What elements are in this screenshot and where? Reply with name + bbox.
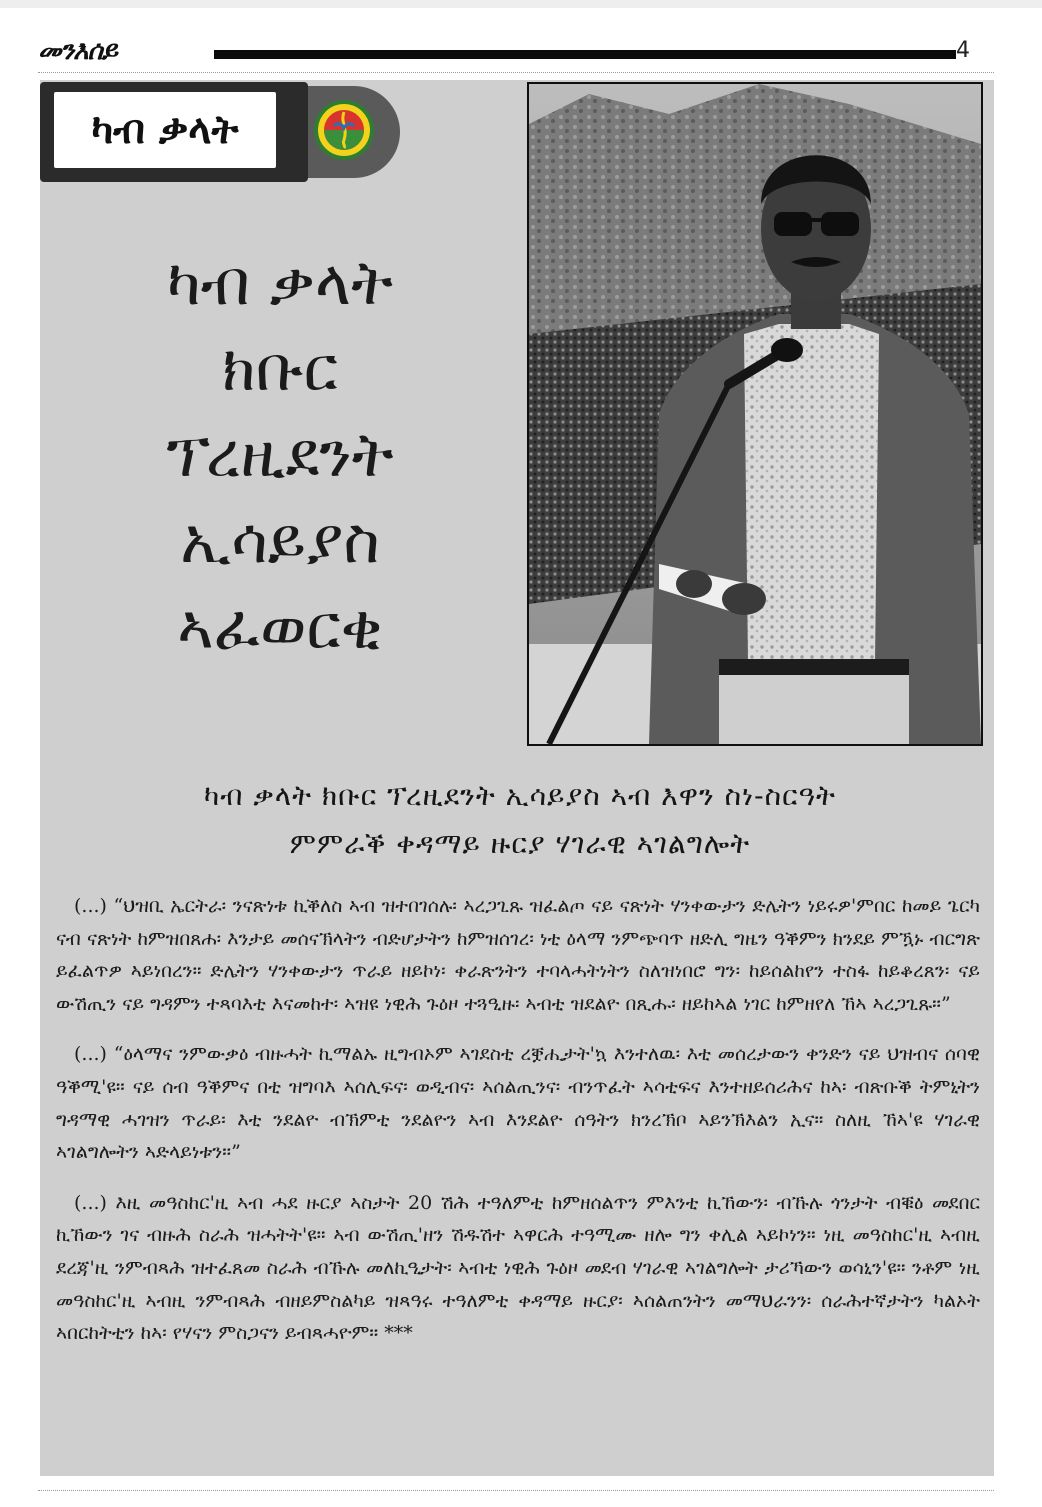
president-photo [527, 82, 983, 746]
top-dotted-divider [38, 72, 994, 73]
headline [60, 240, 500, 670]
body-paragraph: (...) “ህዝቢ ኤርትራ፡ ንናጽነቱ ኪቕለስ ኣብ ዝተበገሰሉ፡ ኣረጋጊጹ ዝፈልጦ ናይ ናጽነት ሃንቀውታን ድሌትን ነይሩዎ'ምበር ከመይ ጌርካ ናብ ናጽነት ከምዝበጸሐ፡ እንታይ መሰናኽላትን ብድሆታትን ከምዝሰገረ፡ ነቲ ዕላማ ንምጭባጥ ዘድሊ ግዜን ዓቕምን ክንደይ ምዃኑ ብርግጽ ይፈልጥዎ ኣይነበረን። ድሌትን ሃንቀውታን ጥራይ ዘይኮነ፡ ቀራጽንትን ተባላሓትነትን ስለዝነበሮ ግን፡ ከይሰልከየን ተስፋ ከይቆረጸን፡ ናይ ውሽጢን ናይ ግዳምን ተጻባእቲ እናመከተ፡ ኣዝዩ ነዊሕ ጉዕዞ ተጓዒዙ፡ ኣብቲ ዝደልዮ በጺሑ፡ ዘይከኣል ነገር ከምዘየለ ኸኣ ኣረጋጊጹ።” [56, 895, 980, 1015]
top-strip [0, 0, 1042, 8]
headline-line: ካብ ቃላት [167, 246, 393, 319]
article-body [56, 890, 980, 1368]
headline-line: ኢሳይያስ [180, 504, 380, 577]
president-photo-illustration [529, 84, 981, 744]
headline-line: ኣፈወርቂ [177, 590, 383, 663]
section-tab-label: ካብ ቃላት [54, 92, 276, 168]
headline-line: ፕረዚደንት [166, 418, 394, 491]
emblem-logo-icon [314, 100, 374, 160]
masthead-rule [214, 50, 956, 59]
subheadline-line: ካብ ቃላት ክቡር ፕረዚደንት ኢሳይያስ ኣብ እዋን ስነ-ስርዓት [204, 779, 836, 812]
body-paragraph: (...) “ዕላማና ንምውቃዕ ብዙሓት ኪማልኡ ዚግብኦም ኣገደስቲ ረቛሒታት'ኳ እንተለዉ፡ እቲ መሰረታውን ቀንድን ናይ ህዝብና ሰባዊ ዓቕሚ'ዩ። ናይ ሰብ ዓቕምና በቲ ዝግባእ ኣሰሊፍና፡ ወዲብና፡ ኣሰልጢንና፡ ብንጥፈት ኣሳቲፍና እንተዘይሰሪሕና ከኣ፡ ብጽቡቕ ትምኒትን ግዳማዊ ሓገዝን ጥራይ፡ እቲ ንደልዮ ብኽምቲ ንደልዮን ኣብ እንደልዮ ሰዓትን ክንረኽቦ ኣይንኽእልን ኢና። ስለዚ ኸኣ'ዩ ሃገራዊ ኣገልግሎትን ኣድላይነቱን።” [56, 1043, 980, 1164]
subheadline [60, 772, 980, 868]
section-tab-box [40, 82, 308, 182]
subheadline-line: ምምራቕ ቀዳማይ ዙርያ ሃገራዊ ኣገልግሎት [289, 827, 751, 860]
body-paragraph: (...) እዚ መዓስከር'ዚ ኣብ ሓደ ዙርያ ኣስታት 20 ሽሕ ተዓለምቲ ከምዘሰልጥን ምእንቲ ኪኸውን፡ ብኹሉ ጎንታት ብቑዕ መደበር ኪኸውን ገና ብዙሕ ስራሕ ዝሓትት'ዩ። ኣብ ውሽጢ'ዘን ሽዱሽተ ኣዋርሕ ተዓሚሙ ዘሎ ግን ቀሊል ኣይኮነን። ነዚ መዓስከር'ዚ ኣብዚ ደረጃ'ዚ ንምብጻሕ ዝተፈጸመ ስራሕ ብኹሉ መለኪዒታት፡ ኣብቲ ነዊሕ ጉዕዞ መደብ ሃገራዊ ኣገልግሎት ታሪኻውን ወሳኒን'ዩ። ንቶም ነዚ መዓስከር'ዚ ኣብዚ ንምብጻሕ ብዘይምስልካይ ዝጻዓሩ ተዓለምቲ ቀዳማይ ዙርያ፡ ኣሰልጠንትን መማህራንን፡ ሰራሕተኛታትን ካልኦት ኣበርከትቲን ከኣ፡ የሃናን ምስጋናን ይብጻሓዮም። *** [56, 1191, 980, 1345]
masthead [38, 36, 970, 70]
bottom-dotted-divider [38, 1490, 994, 1491]
headline-line: ክቡር [222, 332, 338, 405]
masthead-title: መንእሰይ [38, 36, 117, 66]
page-number: 4 [956, 38, 970, 63]
